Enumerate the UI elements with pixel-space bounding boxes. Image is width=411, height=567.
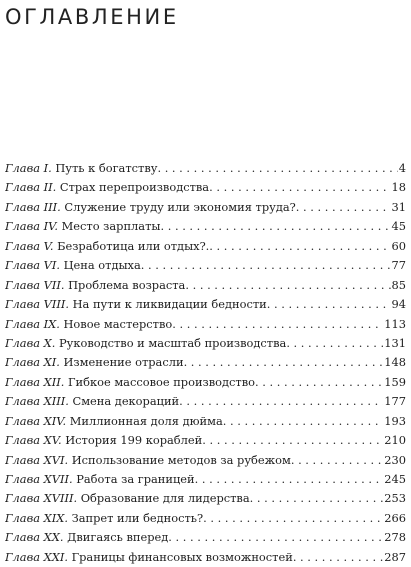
- toc-entry[interactable]: [5, 198, 406, 217]
- page-number: 159: [384, 374, 406, 389]
- page-number: 4: [398, 161, 406, 175]
- dot-leader: [203, 509, 383, 528]
- page-number: 287: [384, 549, 406, 564]
- dot-leader: [286, 334, 383, 353]
- toc-entry[interactable]: [5, 548, 406, 567]
- dot-leader: [291, 451, 383, 470]
- toc-entry[interactable]: [5, 178, 406, 197]
- chapter-title: Путь к богатству: [55, 161, 158, 175]
- dot-leader: [209, 178, 390, 197]
- chapter-title: Служение труду или экономия труда?: [64, 199, 296, 214]
- toc-entry[interactable]: [5, 353, 406, 372]
- chapter-title: Изменение отрасли: [63, 355, 184, 370]
- chapter-label: Глава XVIII.: [5, 491, 78, 506]
- toc-entry[interactable]: [5, 509, 406, 528]
- page-number: 210: [384, 433, 406, 448]
- dot-leader: [185, 276, 390, 295]
- chapter-label: Глава VI.: [5, 258, 60, 273]
- dot-leader: [160, 217, 390, 236]
- chapter-title: Запрет или бедность?: [71, 510, 204, 525]
- chapter-label: Глава XVI.: [5, 452, 69, 467]
- chapter-label: Глава XI.: [5, 355, 60, 370]
- chapter-title: Границы финансовых возможностей: [71, 549, 293, 564]
- page-number: 60: [391, 238, 406, 253]
- page-number: 77: [391, 258, 406, 273]
- page-title: ОГЛАВЛЕНИЕ: [5, 5, 179, 29]
- page-number: 266: [384, 510, 406, 525]
- toc-entry[interactable]: [5, 315, 406, 334]
- page-number: 193: [384, 413, 406, 428]
- chapter-label: Глава XIV.: [5, 413, 67, 428]
- toc-entry[interactable]: [5, 470, 406, 489]
- dot-leader: [195, 470, 384, 489]
- toc-entry[interactable]: [5, 431, 406, 450]
- dot-leader: [209, 237, 390, 256]
- chapter-title: Новое мастерство: [63, 316, 173, 331]
- toc-entry[interactable]: [5, 412, 406, 431]
- chapter-label: Глава I.: [5, 161, 52, 175]
- chapter-label: Глава IV.: [5, 219, 58, 234]
- page-number: 253: [384, 491, 406, 506]
- dot-leader: [179, 392, 383, 411]
- toc-entry[interactable]: [5, 451, 406, 470]
- page-number: 177: [384, 394, 406, 409]
- chapter-label: Глава XV.: [5, 433, 62, 448]
- page-number: 278: [384, 530, 406, 545]
- toc-entry[interactable]: [5, 392, 406, 411]
- page-number: 18: [391, 180, 406, 195]
- page-number: 131: [384, 335, 406, 350]
- chapter-title: История 199 кораблей: [65, 433, 203, 448]
- toc-entry[interactable]: [5, 256, 406, 275]
- chapter-title: Миллионная доля дюйма: [69, 413, 223, 428]
- page-number: 31: [391, 199, 406, 214]
- chapter-title: На пути к ликвидации бедности: [72, 297, 267, 312]
- chapter-label: Глава XIII.: [5, 394, 69, 409]
- dot-leader: [141, 256, 391, 275]
- dot-leader: [157, 159, 397, 178]
- toc-entry[interactable]: [5, 373, 406, 392]
- dot-leader: [172, 315, 383, 334]
- page-number: 230: [384, 452, 406, 467]
- chapter-title: Проблема возраста: [68, 277, 186, 292]
- toc-entry[interactable]: [5, 295, 406, 314]
- chapter-title: Использование методов за рубежом: [71, 452, 291, 467]
- toc-entry[interactable]: [5, 489, 406, 508]
- chapter-title: Смена декораций: [72, 394, 180, 409]
- chapter-label: Глава XVII.: [5, 472, 73, 486]
- chapter-label: Глава XII.: [5, 374, 65, 389]
- dot-leader: [296, 198, 391, 217]
- toc-entry[interactable]: [5, 276, 406, 295]
- chapter-title: Страх перепроизводства: [59, 180, 210, 195]
- chapter-label: Глава XIX.: [5, 510, 68, 525]
- dot-leader: [202, 431, 383, 450]
- chapter-label: Глава V.: [5, 238, 54, 253]
- toc-entry[interactable]: [5, 334, 406, 353]
- chapter-label: Глава VIII.: [5, 297, 69, 312]
- chapter-title: Руководство и масштаб производства: [58, 335, 287, 350]
- dot-leader: [223, 412, 383, 431]
- page-number: 245: [384, 472, 406, 486]
- page-number: 45: [391, 219, 406, 234]
- chapter-label: Глава IX.: [5, 316, 60, 331]
- chapter-title: Цена отдыха: [63, 258, 141, 273]
- page-number: 148: [384, 355, 406, 370]
- chapter-title: Место зарплаты: [61, 219, 161, 234]
- toc-entry[interactable]: [5, 237, 406, 256]
- chapter-title: Работа за границей: [76, 472, 195, 486]
- dot-leader: [255, 373, 383, 392]
- toc-entry[interactable]: [5, 159, 406, 178]
- page-number: 113: [384, 316, 406, 331]
- chapter-title: Безработица или отдых?.: [57, 238, 210, 253]
- page-number: 94: [391, 297, 406, 312]
- page-number: 85: [391, 277, 406, 292]
- dot-leader: [184, 353, 384, 372]
- toc-entry[interactable]: [5, 528, 406, 547]
- dot-leader: [250, 489, 384, 508]
- toc-entry[interactable]: [5, 217, 406, 236]
- chapter-label: Глава XX.: [5, 530, 64, 545]
- chapter-label: Глава III.: [5, 199, 61, 214]
- chapter-title: Двигаясь вперед: [67, 530, 169, 545]
- dot-leader: [293, 548, 383, 567]
- chapter-label: Глава VII.: [5, 277, 65, 292]
- chapter-label: Глава XXI.: [5, 549, 68, 564]
- dot-leader: [267, 295, 391, 314]
- dot-leader: [168, 528, 383, 547]
- chapter-label: Глава II.: [5, 180, 57, 195]
- chapter-title: Образование для лидерства: [80, 491, 250, 506]
- chapter-label: Глава X.: [5, 335, 56, 350]
- chapter-title: Гибкое массовое производство: [67, 374, 255, 389]
- table-of-contents: [5, 159, 406, 567]
